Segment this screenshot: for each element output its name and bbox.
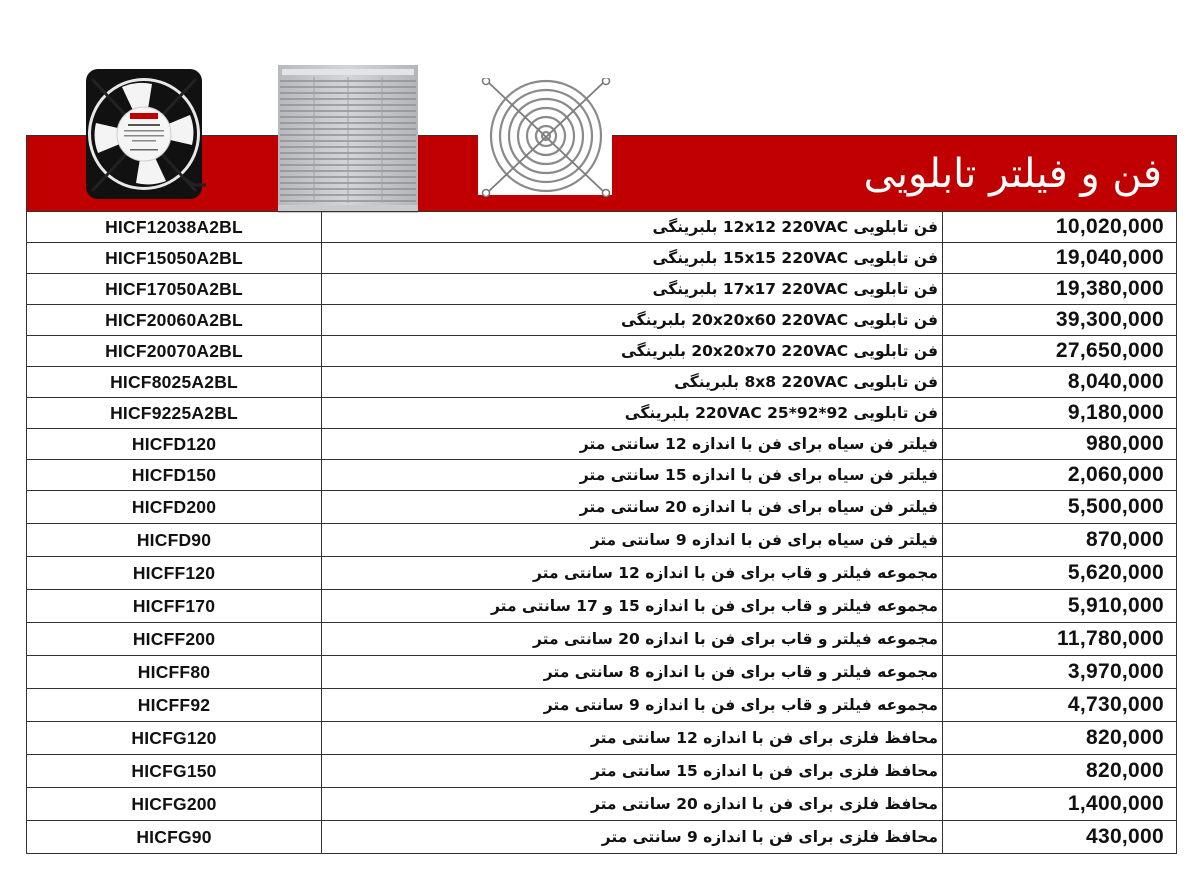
product-code: HICF20060A2BL xyxy=(27,305,322,336)
product-images xyxy=(0,0,700,215)
product-description: فن تابلویی 17x17 220VAC بلبرینگی xyxy=(322,274,943,305)
product-description: فیلتر فن سیاه برای فن با اندازه 12 سانتی متر xyxy=(322,429,943,460)
table-row xyxy=(27,212,1177,243)
table-row xyxy=(27,524,1177,557)
product-code: HICFF200 xyxy=(27,623,322,656)
product-price: 1,400,000 xyxy=(943,788,1177,821)
product-description: فن تابلویی 20x20x60 220VAC بلبرینگی xyxy=(322,305,943,336)
product-description: مجموعه فیلتر و قاب برای فن با اندازه 20 سانتی متر xyxy=(322,623,943,656)
product-description: مجموعه فیلتر و قاب برای فن با اندازه 12 سانتی متر xyxy=(322,557,943,590)
product-code: HICF20070A2BL xyxy=(27,336,322,367)
price-table xyxy=(26,211,1177,854)
table-row xyxy=(27,788,1177,821)
table-row xyxy=(27,590,1177,623)
product-code: HICFF80 xyxy=(27,656,322,689)
product-code: HICF12038A2BL xyxy=(27,212,322,243)
table-row xyxy=(27,305,1177,336)
metal-fan-guard-image xyxy=(478,78,614,200)
table-row xyxy=(27,722,1177,755)
table-row xyxy=(27,274,1177,305)
product-price: 3,970,000 xyxy=(943,656,1177,689)
product-description: محافظ فلزی برای فن با اندازه 12 سانتی متر xyxy=(322,722,943,755)
table-row xyxy=(27,623,1177,656)
product-price: 870,000 xyxy=(943,524,1177,557)
fan-filter-image xyxy=(278,65,418,213)
table-row xyxy=(27,755,1177,788)
product-code: HICFF120 xyxy=(27,557,322,590)
product-price: 980,000 xyxy=(943,429,1177,460)
product-code: HICF17050A2BL xyxy=(27,274,322,305)
product-code: HICFD150 xyxy=(27,460,322,491)
product-price: 19,380,000 xyxy=(943,274,1177,305)
product-code: HICFG150 xyxy=(27,755,322,788)
product-code: HICFF170 xyxy=(27,590,322,623)
product-price: 27,650,000 xyxy=(943,336,1177,367)
product-description: فن تابلویی 12x12 220VAC بلبرینگی xyxy=(322,212,943,243)
product-code: HICF9225A2BL xyxy=(27,398,322,429)
product-description: مجموعه فیلتر و قاب برای فن با اندازه 9 سانتی متر xyxy=(322,689,943,722)
product-price: 820,000 xyxy=(943,722,1177,755)
table-row xyxy=(27,367,1177,398)
product-description: فن تابلویی 20x20x70 220VAC بلبرینگی xyxy=(322,336,943,367)
page-title: فن و فیلتر تابلویی xyxy=(863,151,1162,197)
product-description: محافظ فلزی برای فن با اندازه 9 سانتی متر xyxy=(322,821,943,854)
product-code: HICF15050A2BL xyxy=(27,243,322,274)
product-description: فیلتر فن سیاه برای فن با اندازه 9 سانتی متر xyxy=(322,524,943,557)
product-code: HICFG90 xyxy=(27,821,322,854)
product-description: محافظ فلزی برای فن با اندازه 15 سانتی متر xyxy=(322,755,943,788)
table-row xyxy=(27,429,1177,460)
product-price: 5,910,000 xyxy=(943,590,1177,623)
table-row xyxy=(27,557,1177,590)
product-description: محافظ فلزی برای فن با اندازه 20 سانتی متر xyxy=(322,788,943,821)
product-price: 2,060,000 xyxy=(943,460,1177,491)
table-row xyxy=(27,491,1177,524)
table-row xyxy=(27,398,1177,429)
product-price: 9,180,000 xyxy=(943,398,1177,429)
product-description: فن تابلویی 8x8 220VAC بلبرینگی xyxy=(322,367,943,398)
table-row xyxy=(27,460,1177,491)
table-row xyxy=(27,689,1177,722)
product-description: فیلتر فن سیاه برای فن با اندازه 20 سانتی متر xyxy=(322,491,943,524)
product-code: HICFG120 xyxy=(27,722,322,755)
product-price: 4,730,000 xyxy=(943,689,1177,722)
table-row xyxy=(27,336,1177,367)
table-row xyxy=(27,821,1177,854)
product-price: 10,020,000 xyxy=(943,212,1177,243)
table-row xyxy=(27,243,1177,274)
product-price: 5,500,000 xyxy=(943,491,1177,524)
product-description: فن تابلویی 15x15 220VAC بلبرینگی xyxy=(322,243,943,274)
product-price: 19,040,000 xyxy=(943,243,1177,274)
product-code: HICFF92 xyxy=(27,689,322,722)
product-code: HICFG200 xyxy=(27,788,322,821)
product-description: فیلتر فن سیاه برای فن با اندازه 15 سانتی متر xyxy=(322,460,943,491)
product-code: HICF8025A2BL xyxy=(27,367,322,398)
product-code: HICFD90 xyxy=(27,524,322,557)
table-row xyxy=(27,656,1177,689)
product-price: 11,780,000 xyxy=(943,623,1177,656)
product-price: 820,000 xyxy=(943,755,1177,788)
product-price: 5,620,000 xyxy=(943,557,1177,590)
product-code: HICFD200 xyxy=(27,491,322,524)
product-code: HICFD120 xyxy=(27,429,322,460)
product-description: مجموعه فیلتر و قاب برای فن با اندازه 15 و 17 سانتی متر xyxy=(322,590,943,623)
product-description: فن تابلویی 92*92*25 220VAC بلبرینگی xyxy=(322,398,943,429)
product-description: مجموعه فیلتر و قاب برای فن با اندازه 8 سانتی متر xyxy=(322,656,943,689)
panel-fan-image xyxy=(82,67,210,205)
product-price: 430,000 xyxy=(943,821,1177,854)
product-price: 39,300,000 xyxy=(943,305,1177,336)
product-price: 8,040,000 xyxy=(943,367,1177,398)
